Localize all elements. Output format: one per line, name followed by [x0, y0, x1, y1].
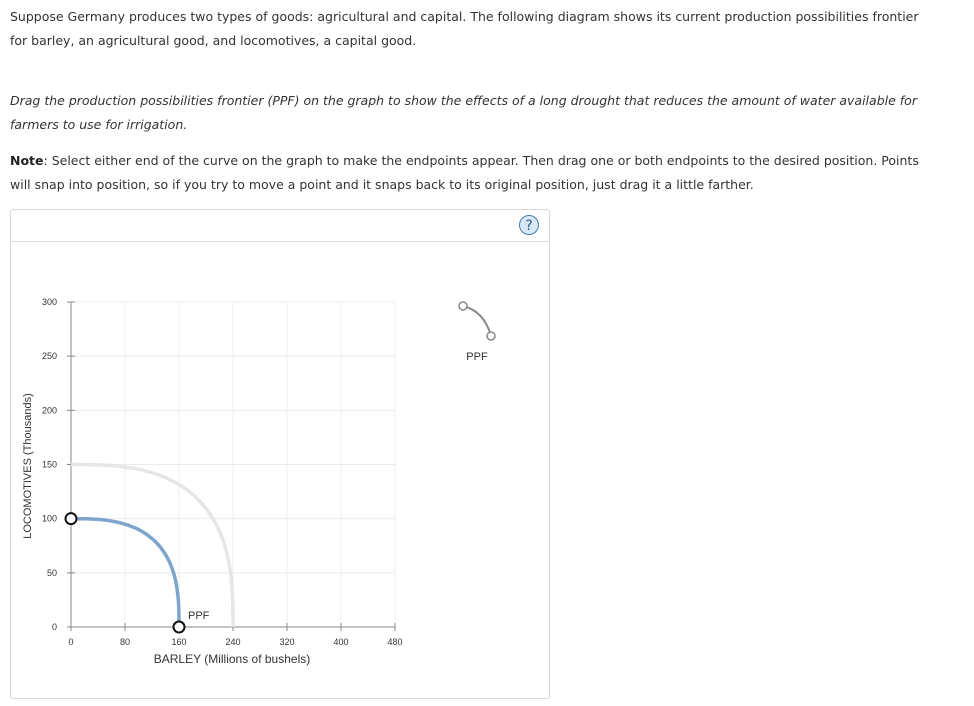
y-tick-label: 250: [41, 351, 57, 362]
ppf-tool[interactable]: [459, 302, 495, 363]
ppf-tool-label: PPF: [466, 351, 488, 363]
y-tick-label: 150: [41, 459, 57, 470]
x-tick-label: 160: [171, 637, 187, 647]
x-tick-label: 400: [333, 637, 349, 647]
y-tick-label: 200: [41, 405, 57, 416]
x-tick-label: 0: [68, 637, 74, 647]
y-tick-label: 0: [51, 622, 57, 632]
y-tick-label: 100: [41, 513, 57, 524]
ppf-tool-handle-bottom: [487, 332, 495, 340]
x-tick-label: 480: [387, 637, 403, 647]
note-label: Note: [10, 153, 44, 168]
ppf-tool-curve: [463, 306, 491, 336]
help-icon[interactable]: ?: [519, 215, 539, 235]
x-tick-label: 320: [279, 637, 295, 647]
curves: [66, 465, 234, 633]
ppf-tool-handle-top: [459, 302, 467, 310]
y-axis-label: LOCOMOTIVES (Thousands): [22, 393, 34, 539]
axes: [42, 297, 403, 647]
ppf-curve-label: PPF: [188, 610, 210, 622]
note-body: : Select either end of the curve on the graph to make the endpoints appear. Then drag one or both endpoints to the desired position. Points will snap into position, so if you try to move a point and it snaps back to its original position, just drag it a little farther.: [10, 153, 919, 192]
x-axis-label: BARLEY (Millions of bushels): [153, 652, 311, 666]
grid: [71, 302, 395, 627]
x-tick-label: 240: [225, 637, 241, 647]
ppf-ghost-curve: [71, 465, 233, 628]
ppf-endpoint-barley[interactable]: [174, 622, 185, 633]
y-tick-label: 300: [41, 297, 57, 307]
intro-text: Suppose Germany produces two types of goods: agricultural and capital. The following diagram shows its current production possibilities frontier for barley, an agricultural good, and locomotives, a capital good.: [10, 9, 919, 48]
ppf-endpoint-locomotives[interactable]: [66, 513, 77, 524]
x-tick-label: 80: [119, 637, 131, 647]
y-tick-label: 50: [46, 567, 57, 578]
instruction-text: Drag the production possibilities frontier (PPF) on the graph to show the effects of a long drought that reduces the amount of water available for farmers to use for irrigation.: [10, 93, 917, 132]
